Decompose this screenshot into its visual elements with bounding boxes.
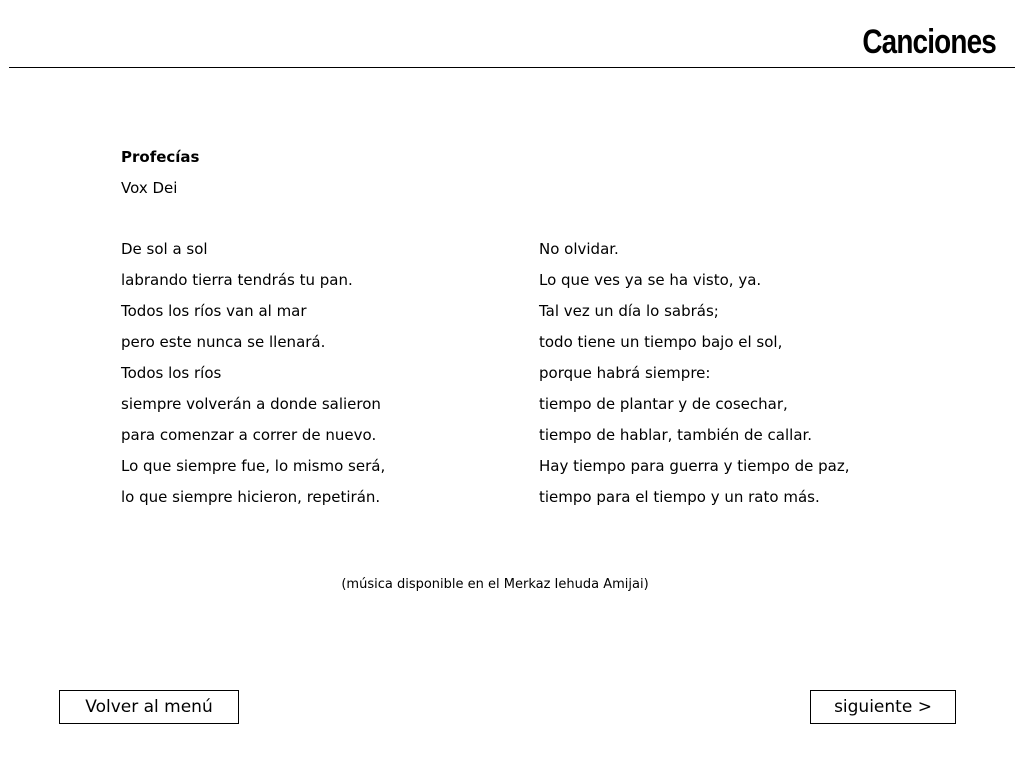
lyric-line: tiempo de hablar, también de callar. [539, 426, 813, 444]
back-to-menu-button[interactable]: Volver al menú [59, 690, 239, 724]
lyric-line: todo tiene un tiempo bajo el sol, [539, 333, 783, 351]
lyric-line: porque habrá siempre: [539, 364, 711, 382]
lyric-line: De sol a sol [121, 240, 208, 258]
page-title: Canciones [862, 23, 996, 61]
lyric-line: tiempo de plantar y de cosechar, [539, 395, 788, 413]
lyrics-column-left [121, 239, 461, 518]
song-artist: Vox Dei [121, 179, 178, 197]
lyric-line: Todos los ríos [121, 364, 222, 382]
lyric-line: siempre volverán a donde salieron [121, 395, 381, 413]
lyric-line: Hay tiempo para guerra y tiempo de paz, [539, 457, 850, 475]
lyric-line: No olvidar. [539, 240, 619, 258]
music-availability-note: (música disponible en el Merkaz Iehuda Amijai) [341, 577, 649, 592]
lyric-line: pero este nunca se llenará. [121, 333, 326, 351]
lyric-line: Todos los ríos van al mar [121, 302, 307, 320]
lyric-line: Lo que siempre fue, lo mismo será, [121, 457, 386, 475]
lyric-line: Lo que ves ya se ha visto, ya. [539, 271, 762, 289]
header-divider [9, 67, 1015, 68]
lyrics-column-right [539, 239, 879, 518]
lyric-line: labrando tierra tendrás tu pan. [121, 271, 353, 289]
next-button[interactable]: siguiente > [810, 690, 956, 724]
lyric-line: lo que siempre hicieron, repetirán. [121, 488, 381, 506]
lyric-line: para comenzar a correr de nuevo. [121, 426, 377, 444]
lyric-line: Tal vez un día lo sabrás; [539, 302, 719, 320]
lyric-line: tiempo para el tiempo y un rato más. [539, 488, 820, 506]
song-title: Profecías [121, 148, 200, 166]
